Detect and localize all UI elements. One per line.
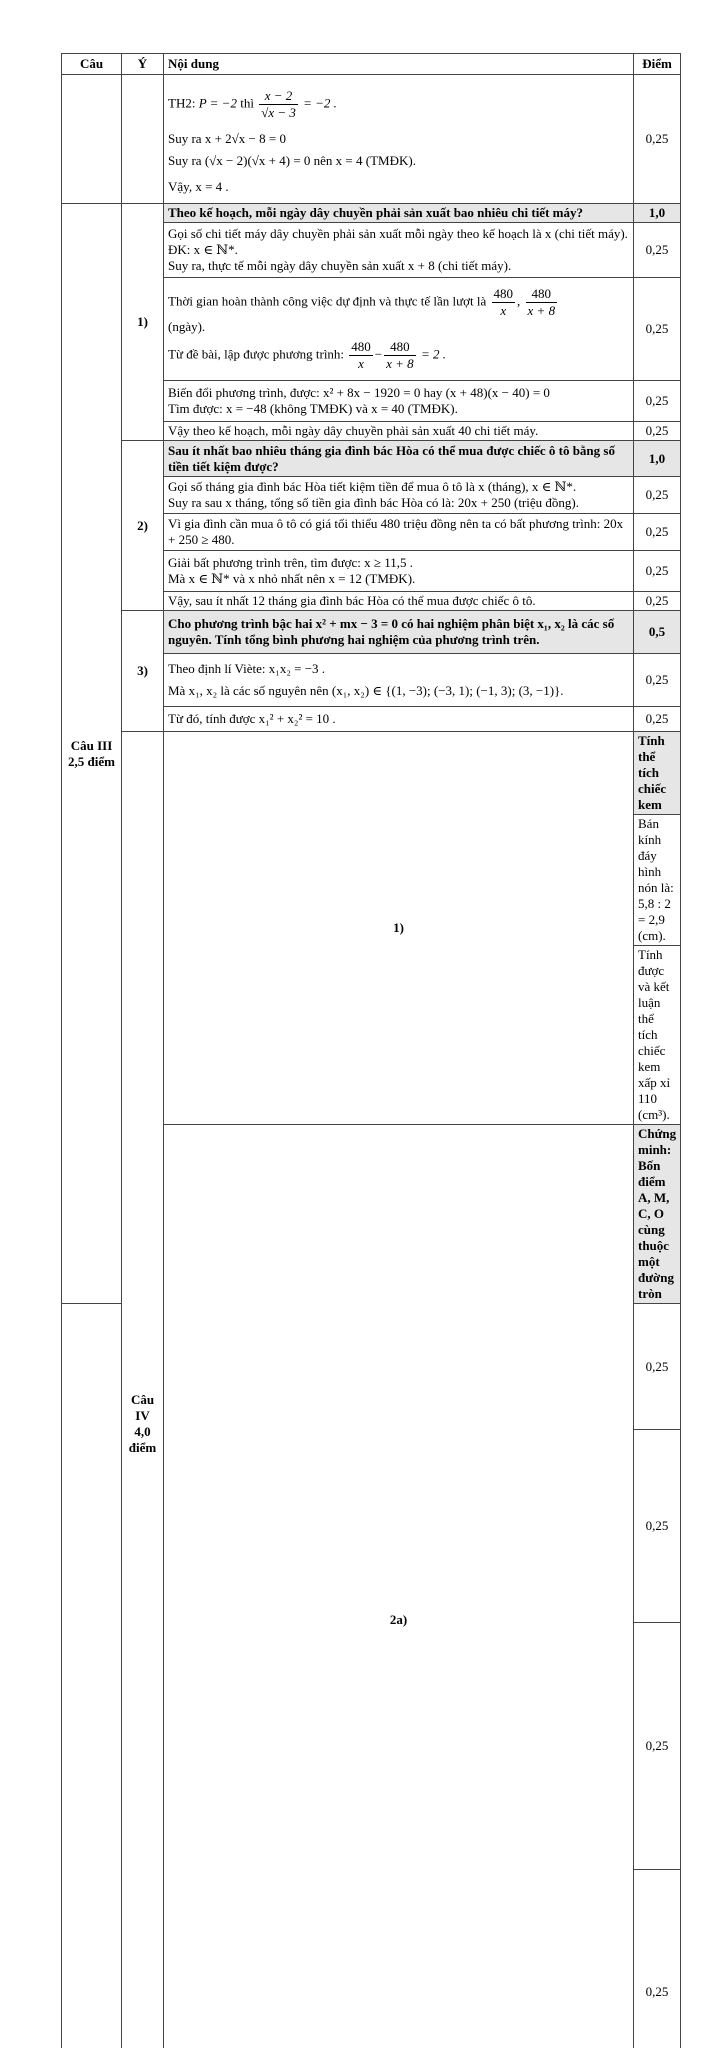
table-row (62, 75, 681, 204)
step-text: Suy ra x + 2√x − 8 = 0 (168, 131, 629, 147)
part-label: 3) (122, 611, 164, 732)
question-score: 4,0 điểm (126, 1424, 159, 1456)
figure-split-cell (62, 1304, 122, 2048)
table-row (62, 441, 681, 477)
step-text: Suy ra (√x − 2)(√x + 4) = 0 nên x = 4 (TMĐK). (168, 153, 629, 169)
fraction-denominator: x + 8 (384, 356, 416, 372)
content-cell (164, 223, 634, 278)
step-text: Mà x₁, x₂ là các số nguyên nên (x₁, x₂) ∈ {(1, −3); (−3, 1); (−1, 3); (3, −1)}. (168, 683, 629, 699)
th2-result: = −2 . (300, 95, 337, 110)
fraction-planned-time (492, 286, 516, 319)
point-cell: 0,25 (634, 1623, 681, 1869)
question-score: 2,5 điểm (66, 754, 117, 770)
title-point: 0,5 (634, 611, 681, 654)
content-cell: Vậy theo kế hoạch, mỗi ngày dây chuyền phải sản xuất 40 chi tiết máy. (164, 422, 634, 441)
header-diem: Điểm (634, 54, 681, 75)
th2-condition: P = −2 (199, 95, 237, 110)
conclusion-text: Vậy, x = 4 . (168, 179, 629, 195)
point-cell: 0,25 (634, 551, 681, 592)
fraction-actual-time (526, 286, 558, 319)
content-cell: Vì gia đình cần mua ô tô có giá tối thiểu 480 triệu đồng nên ta có bất phương trình: 20x + 250 ≥ 480. (164, 514, 634, 551)
step-text: Giải bất phương trình trên, tìm được: x ≥ 11,5 . (168, 555, 629, 571)
question-number: Câu IV (126, 1392, 159, 1424)
fraction-denominator: x (349, 356, 373, 372)
fraction-denominator: x + 8 (526, 303, 558, 319)
question-label-cau-iii (62, 204, 122, 1304)
part-title: Cho phương trình bậc hai x² + mx − 3 = 0 có hai nghiệm phân biệt x₁, x₂ là các số nguyên. Tính tổng bình phương hai nghiệm của phương trình trên. (164, 611, 634, 654)
table-header (62, 54, 681, 75)
step-text: (ngày). (168, 319, 629, 335)
step-text: Theo định lí Viète: x₁x₂ = −3 . (168, 661, 629, 677)
point-cell: 0,25 (634, 278, 681, 381)
fraction-denominator: x (492, 303, 516, 319)
y-cell-empty (122, 75, 164, 204)
point-cell: 0,25 (634, 422, 681, 441)
cau-cell-empty (62, 75, 122, 204)
step-text: Thời gian hoàn thành công việc dự định và thực tế lần lượt là (168, 293, 486, 308)
content-cell: Thời gian hoàn thành công việc dự định và thực tế lần lượt là $\frac{480}{x}$ , $\frac{480}{x + 8}$ (ngày). Từ đề bài, lập được phương trình: $\frac{480}{x}$ − $\frac{480}{x + 8}$ = 2 . (164, 278, 634, 381)
point-cell: 0,25 (634, 1304, 681, 1430)
point-cell: 0,25 (634, 1430, 681, 1623)
point-cell: 0,25 (634, 223, 681, 278)
fraction-numerator: 480 (349, 339, 373, 356)
fraction-numerator: 480 (526, 286, 558, 303)
header-y: Ý (122, 54, 164, 75)
fraction-numerator: x − 2 (259, 88, 298, 105)
content-cell (164, 551, 634, 592)
step-text: Gọi số tháng gia đình bác Hòa tiết kiệm tiền để mua ô tô là x (tháng), x ∈ ℕ*. (168, 479, 629, 495)
step-text: Mà x ∈ ℕ* và x nhỏ nhất nên x = 12 (TMĐK). (168, 571, 629, 587)
fraction-actual-time (384, 339, 416, 372)
fraction-numerator: 480 (492, 286, 516, 303)
part-label: 2) (122, 441, 164, 611)
th2-fraction (259, 88, 298, 121)
step-text: Suy ra sau x tháng, tổng số tiền gia đình bác Hòa có là: 20x + 250 (triệu đồng). (168, 495, 629, 511)
part-title: Tính thể tích chiếc kem (634, 732, 681, 815)
figure-area (62, 1304, 122, 2048)
point-cell: 0,25 (634, 75, 681, 204)
part-label: 1) (122, 204, 164, 441)
table-row (62, 732, 681, 815)
point-cell: 0,25 (634, 1869, 681, 2048)
point-cell: 0,25 (634, 707, 681, 732)
answer-key-table (61, 53, 681, 2048)
table-row (62, 204, 681, 223)
content-cell: Vậy, sau ít nhất 12 tháng gia đình bác Hòa có thể mua được chiếc ô tô. (164, 592, 634, 611)
content-cell: Từ đó, tính được x₁² + x₂² = 10 . (164, 707, 634, 732)
equation-result: = 2 . (418, 346, 446, 361)
step-text: Từ đề bài, lập được phương trình: (168, 346, 344, 361)
point-cell: 0,25 (634, 514, 681, 551)
th2-thi: thì (237, 95, 257, 110)
question-number: Câu III (66, 738, 117, 754)
step-text: Suy ra, thực tế mỗi ngày dây chuyền sản xuất x + 8 (chi tiết máy). (168, 258, 629, 274)
part-label: 1) (164, 732, 634, 1125)
point-cell: 0,25 (634, 477, 681, 514)
content-cell (164, 75, 634, 204)
question-label-cau-iv (122, 732, 164, 2048)
point-cell: 0,25 (634, 381, 681, 422)
part-title: Theo kế hoạch, mỗi ngày dây chuyền phải sản xuất bao nhiêu chi tiết máy? (164, 204, 634, 223)
content-cell (164, 381, 634, 422)
content-cell (164, 477, 634, 514)
point-cell: 0,25 (634, 654, 681, 707)
part-title: Chứng minh: Bốn điểm A, M, C, O cùng thuộc một đường tròn (634, 1125, 681, 1304)
th2-label: TH2: (168, 95, 199, 110)
step-text: Tìm được: x = −48 (không TMĐK) và x = 40 (TMĐK). (168, 401, 629, 417)
table-row (62, 611, 681, 654)
content-cell: Bán kính đáy hình nón là: 5,8 : 2 = 2,9 (cm). (634, 815, 681, 946)
fraction-numerator: 480 (384, 339, 416, 356)
header-cau: Câu (62, 54, 122, 75)
title-point: 1,0 (634, 441, 681, 477)
content-cell: Tính được và kết luận thể tích chiếc kem xấp xỉ 110 (cm³). (634, 946, 681, 1125)
part-label: 2a) (164, 1125, 634, 2048)
part-title: Sau ít nhất bao nhiêu tháng gia đình bác Hòa có thể mua được chiếc ô tô bằng số tiền tiết kiệm được? (164, 441, 634, 477)
header-noi-dung: Nội dung (164, 54, 634, 75)
step-text: Gọi số chi tiết máy dây chuyền phải sản xuất mỗi ngày theo kế hoạch là x (chi tiết máy). ĐK: x ∈ ℕ*. (168, 226, 629, 258)
fraction-denominator: √x − 3 (259, 105, 298, 121)
content-cell (164, 654, 634, 707)
figure-split-table (62, 1304, 122, 2048)
step-text: Biến đổi phương trình, được: x² + 8x − 1920 = 0 hay (x + 48)(x − 40) = 0 (168, 385, 629, 401)
title-point: 1,0 (634, 204, 681, 223)
point-cell: 0,25 (634, 592, 681, 611)
fraction-planned-time (349, 339, 373, 372)
